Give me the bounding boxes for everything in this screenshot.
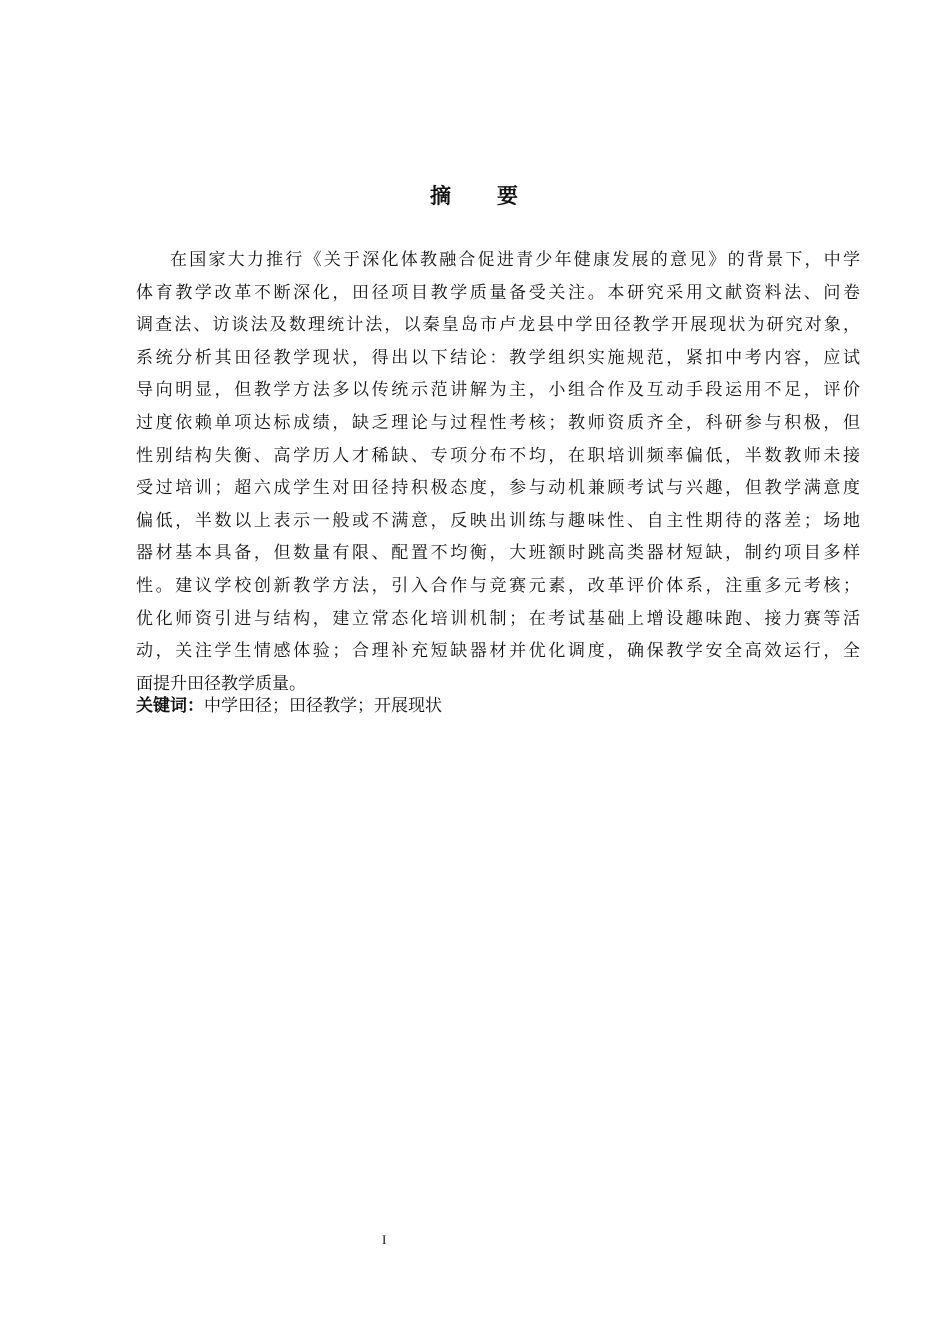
abstract-line: 动，关注学生情感体验；合理补充短缺器材并优化调度，确保教学安全高效运行，全 bbox=[136, 641, 860, 662]
abstract-line: 体育教学改革不断深化，田径项目教学质量备受关注。本研究采用文献资料法、问卷 bbox=[136, 282, 860, 303]
abstract-line: 器材基本具备，但数量有限、配置不均衡，大班额时跳高类器材短缺，制约项目多样 bbox=[136, 543, 860, 564]
abstract-line: 过度依赖单项达标成绩，缺乏理论与过程性考核；教师资质齐全，科研参与积极，但 bbox=[136, 412, 860, 433]
abstract-line: 导向明显，但教学方法多以传统示范讲解为主，小组合作及互动手段运用不足，评价 bbox=[136, 380, 860, 401]
page-title-char-2: 要 bbox=[497, 184, 520, 208]
abstract-body bbox=[136, 244, 860, 700]
abstract-line: 系统分析其田径教学现状，得出以下结论：教学组织实施规范，紧扣中考内容，应试 bbox=[136, 347, 860, 368]
abstract-line: 优化师资引进与结构，建立常态化培训机制；在考试基础上增设趣味跑、接力赛等活 bbox=[136, 608, 860, 629]
abstract-line: 偏低，半数以上表示一般或不满意，反映出训练与趣味性、自主性期待的落差；场地 bbox=[136, 510, 860, 531]
abstract-line: 面提升田径教学质量。 bbox=[136, 673, 306, 694]
abstract-line: 性别结构失衡、高学历人才稀缺、专项分布不均，在职培训频率偏低，半数教师未接 bbox=[136, 445, 860, 466]
abstract-line: 性。建议学校创新教学方法，引入合作与竞赛元素，改革评价体系，注重多元考核； bbox=[136, 575, 860, 596]
page-number: I bbox=[382, 1232, 387, 1247]
abstract-line: 在国家大力推行《关于深化体教融合促进青少年健康发展的意见》的背景下，中学 bbox=[170, 250, 860, 270]
abstract-line: 受过培训；超六成学生对田径持积极态度，参与动机兼顾考试与兴趣，但教学满意度 bbox=[136, 478, 860, 499]
keywords-value: 中学田径；田径教学；开展现状 bbox=[204, 696, 442, 716]
page-title-char-1: 摘 bbox=[430, 184, 453, 208]
page-title bbox=[0, 180, 950, 210]
abstract-line: 调查法、访谈法及数理统计法，以秦皇岛市卢龙县中学田径教学开展现状为研究对象， bbox=[136, 315, 860, 336]
keywords-line bbox=[136, 690, 442, 722]
keywords-label: 关键词： bbox=[136, 696, 204, 716]
